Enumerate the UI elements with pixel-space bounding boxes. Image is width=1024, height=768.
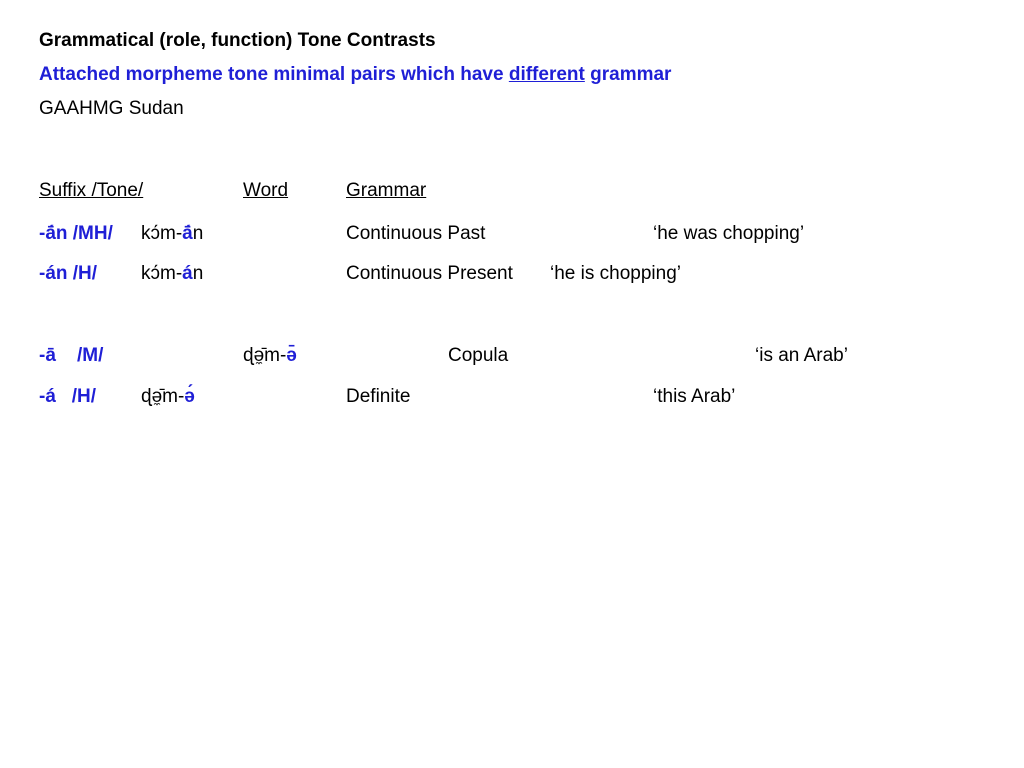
header-word: Word	[243, 180, 289, 201]
word-suffix: á	[182, 263, 193, 284]
row-suffix: -á /H/	[39, 386, 97, 407]
slide-subtitle	[39, 63, 671, 87]
word-end: n	[192, 263, 204, 284]
word-stem: ɖə̼̄m-	[243, 345, 287, 366]
slide-title: Grammatical (role, function) Tone Contrasts	[39, 30, 436, 51]
row-gloss: ‘is an Arab’	[755, 345, 848, 366]
row-gloss: ‘he is chopping’	[550, 263, 681, 284]
row-grammar: Continuous Present	[346, 263, 513, 284]
row-grammar: Copula	[448, 345, 509, 366]
row-word	[243, 344, 297, 368]
row-word	[141, 262, 203, 286]
row-grammar: Definite	[346, 386, 411, 407]
word-suffix: ə̄	[286, 345, 297, 366]
row-grammar: Continuous Past	[346, 223, 486, 244]
word-stem: kɔ́m-	[141, 263, 183, 284]
row-suffix: -ā /M/	[39, 345, 104, 366]
word-stem: kɔ́m-	[141, 223, 183, 244]
word-end: n	[192, 223, 204, 244]
row-word	[141, 385, 195, 409]
row-suffix: -ā́n /MH/	[39, 223, 113, 244]
row-gloss: ‘this Arab’	[653, 386, 736, 407]
word-stem: ɖə̼̄m-	[141, 386, 185, 407]
language-source: GAAHMG Sudan	[39, 98, 184, 119]
header-suffix: Suffix /Tone/	[39, 180, 144, 201]
subtitle-text-after: grammar	[584, 64, 672, 85]
subtitle-emphasis: different	[508, 64, 585, 85]
row-word	[141, 222, 203, 246]
row-suffix: -án /H/	[39, 263, 98, 284]
word-suffix: ā́	[182, 223, 193, 244]
subtitle-text-before: Attached morpheme tone minimal pairs which have	[39, 64, 509, 85]
word-suffix: ə́	[184, 386, 195, 407]
header-grammar: Grammar	[346, 180, 427, 201]
row-gloss: ‘he was chopping’	[653, 223, 805, 244]
